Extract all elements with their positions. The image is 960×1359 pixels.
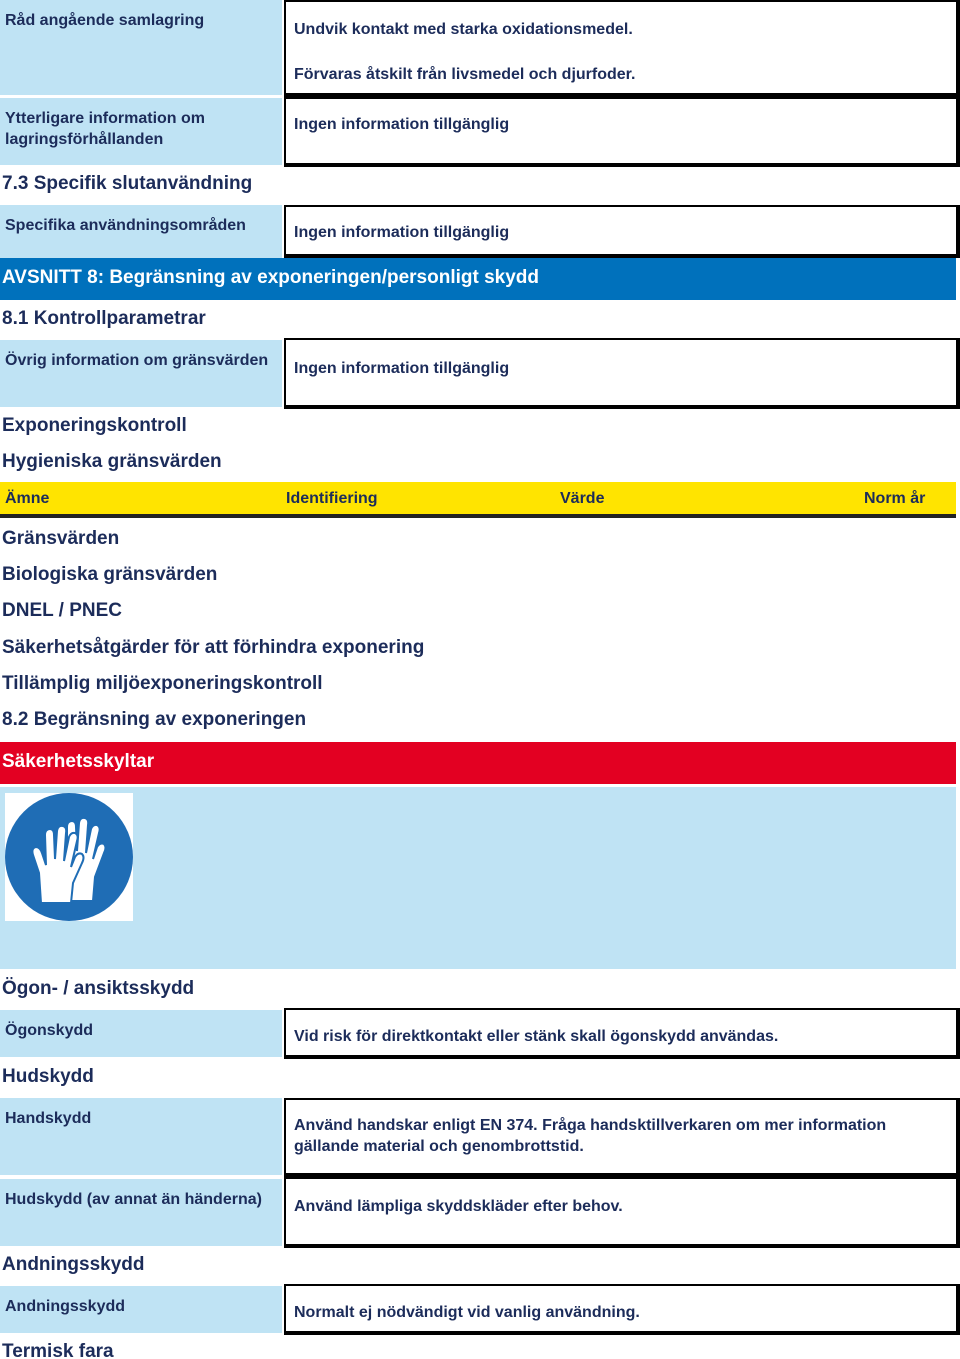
dnel-pnec-heading: DNEL / PNEC xyxy=(2,600,123,621)
limit-values-heading: Gränsvärden xyxy=(2,528,120,549)
gloves-icon xyxy=(5,793,133,921)
col-header-identification: Identifiering xyxy=(286,490,378,507)
section-7-3-heading: 7.3 Specifik slutanvändning xyxy=(2,173,253,194)
safety-signs-area xyxy=(0,787,956,969)
bio-limits-heading: Biologiska gränsvärden xyxy=(2,564,218,585)
exposure-control-heading: Exponeringskontroll xyxy=(2,415,187,436)
gloves-sign xyxy=(5,793,133,921)
mixed-storage-value xyxy=(284,0,960,97)
safety-signs-bar: Säkerhetsskyltar xyxy=(0,742,956,784)
col-header-substance: Ämne xyxy=(5,490,50,507)
specific-uses-label: Specifika användningsområden xyxy=(0,205,282,258)
eye-protection-label: Ögonskydd xyxy=(0,1010,282,1057)
body-protection-value: Använd lämpliga skyddskläder efter behov. xyxy=(284,1177,960,1248)
hygienic-limits-heading: Hygieniska gränsvärden xyxy=(2,451,222,472)
eye-protection-value: Vid risk för direktkontakt eller stänk skall ögonskydd användas. xyxy=(284,1008,960,1059)
body-protection-label: Hudskydd (av annat än händerna) xyxy=(0,1179,282,1246)
other-limits-value: Ingen information tillgänglig xyxy=(284,338,960,409)
env-control-heading: Tillämplig miljöexponeringskontroll xyxy=(2,673,323,694)
safety-measures-heading: Säkerhetsåtgärder för att förhindra exponering xyxy=(2,637,425,658)
respiratory-label: Andningsskydd xyxy=(0,1286,282,1333)
mixed-storage-label: Råd angående samlagring xyxy=(0,0,282,95)
section-8-2-heading: 8.2 Begränsning av exponeringen xyxy=(2,709,307,730)
hand-protection-label: Handskydd xyxy=(0,1098,282,1175)
respiratory-value: Normalt ej nödvändigt vid vanlig användning. xyxy=(284,1284,960,1335)
skin-protection-heading: Hudskydd xyxy=(2,1066,94,1087)
respiratory-heading: Andningsskydd xyxy=(2,1254,145,1275)
mixed-storage-line2: Förvaras åtskilt från livsmedel och djurfoder. xyxy=(294,66,636,83)
specific-uses-value: Ingen information tillgänglig xyxy=(284,205,960,258)
col-header-value: Värde xyxy=(560,490,605,507)
limits-table-header xyxy=(0,482,956,518)
section-8-1-heading: 8.1 Kontrollparametrar xyxy=(2,308,206,329)
extra-storage-label: Ytterligare information om lagringsförhållanden xyxy=(0,98,282,165)
thermal-hazard-heading: Termisk fara xyxy=(2,1341,114,1359)
col-header-norm-year: Norm år xyxy=(864,490,926,507)
extra-storage-value: Ingen information tillgänglig xyxy=(284,97,960,167)
section-8-title: AVSNITT 8: Begränsning av exponeringen/personligt skydd xyxy=(0,258,956,300)
mixed-storage-line1: Undvik kontakt med starka oxidationsmedel. xyxy=(294,21,633,38)
hand-protection-value: Använd handskar enligt EN 374. Fråga handsktillverkaren om mer information gällande material och genombrottstid. xyxy=(284,1098,960,1177)
other-limits-label: Övrig information om gränsvärden xyxy=(0,340,282,407)
eye-face-heading: Ögon- / ansiktsskydd xyxy=(2,978,195,999)
